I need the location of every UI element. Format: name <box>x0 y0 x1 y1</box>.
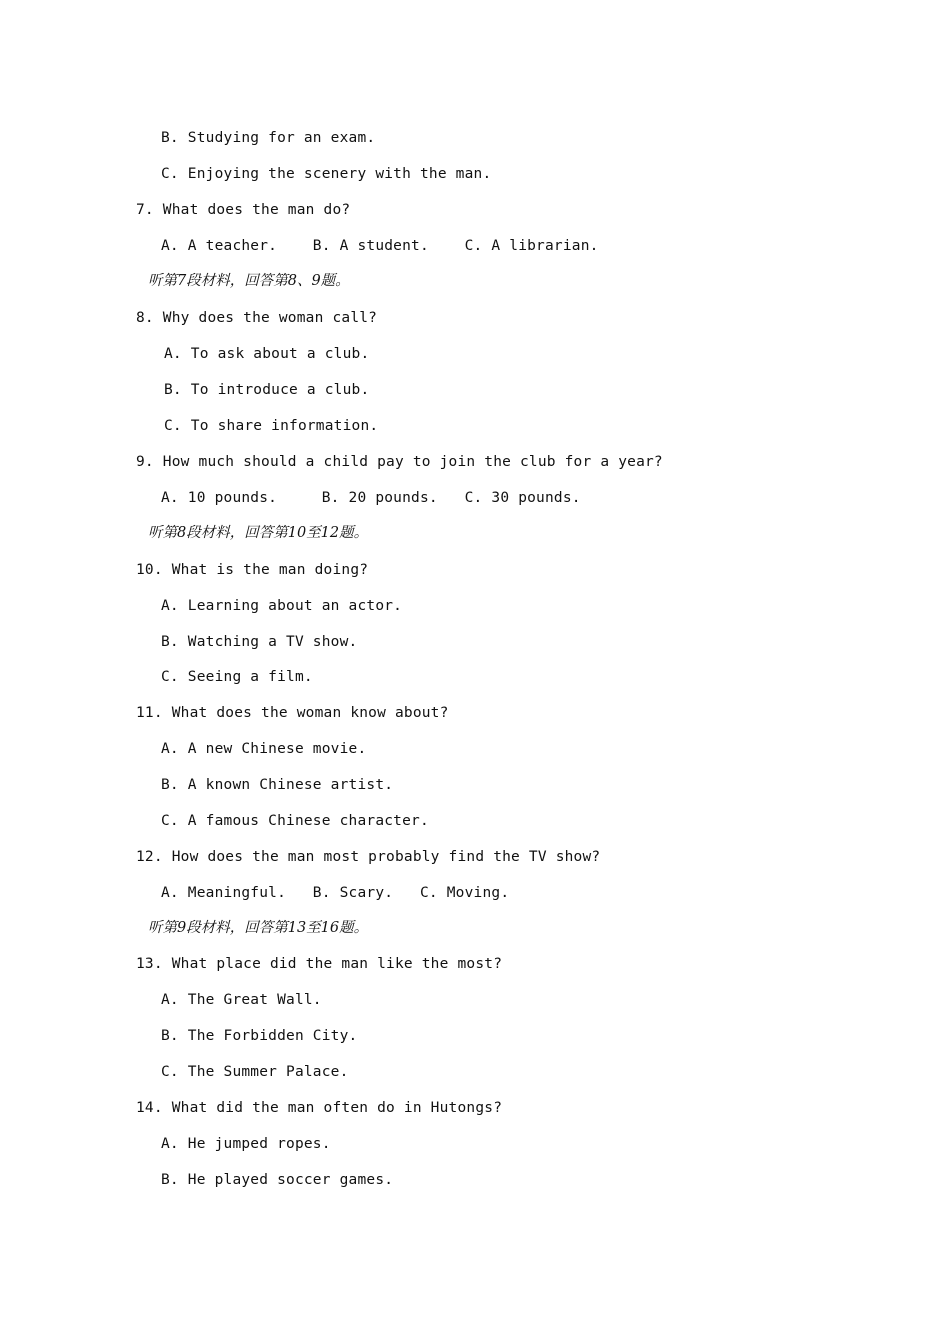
question-13: 13. What place did the man like the most? <box>136 956 503 972</box>
options-12: A. Meaningful. B. Scary. C. Moving. <box>161 885 510 901</box>
section-heading-9: 听第9段材料，回答第13至16题。 <box>148 920 369 936</box>
option-13c: C. The Summer Palace. <box>161 1064 349 1080</box>
section-heading-7: 听第7段材料，回答第8、9题。 <box>148 273 350 289</box>
question-11: 11. What does the woman know about? <box>136 705 449 721</box>
question-9: 9. How much should a child pay to join the club for a year? <box>136 454 663 470</box>
section-heading-8: 听第8段材料，回答第10至12题。 <box>148 525 369 541</box>
question-14: 14. What did the man often do in Hutongs? <box>136 1100 503 1116</box>
option-13b: B. The Forbidden City. <box>161 1028 358 1044</box>
option-11a: A. A new Chinese movie. <box>161 741 367 757</box>
option-10a: A. Learning about an actor. <box>161 598 403 614</box>
option-6c: C. Enjoying the scenery with the man. <box>161 166 492 182</box>
option-11b: B. A known Chinese artist. <box>161 777 394 793</box>
question-8: 8. Why does the woman call? <box>136 310 378 326</box>
question-7: 7. What does the man do? <box>136 202 351 218</box>
option-13a: A. The Great Wall. <box>161 992 322 1008</box>
option-10b: B. Watching a TV show. <box>161 634 358 650</box>
question-12: 12. How does the man most probably find the TV show? <box>136 849 601 865</box>
options-9: A. 10 pounds. B. 20 pounds. C. 30 pounds. <box>161 490 581 506</box>
option-10c: C. Seeing a film. <box>161 669 313 685</box>
option-8a: A. To ask about a club. <box>164 346 370 362</box>
option-8c: C. To share information. <box>164 418 379 434</box>
option-6b: B. Studying for an exam. <box>161 130 376 146</box>
option-11c: C. A famous Chinese character. <box>161 813 429 829</box>
options-7: A. A teacher. B. A student. C. A librarian. <box>161 238 599 254</box>
option-14a: A. He jumped ropes. <box>161 1136 331 1152</box>
option-8b: B. To introduce a club. <box>164 382 370 398</box>
question-10: 10. What is the man doing? <box>136 562 369 578</box>
option-14b: B. He played soccer games. <box>161 1172 394 1188</box>
